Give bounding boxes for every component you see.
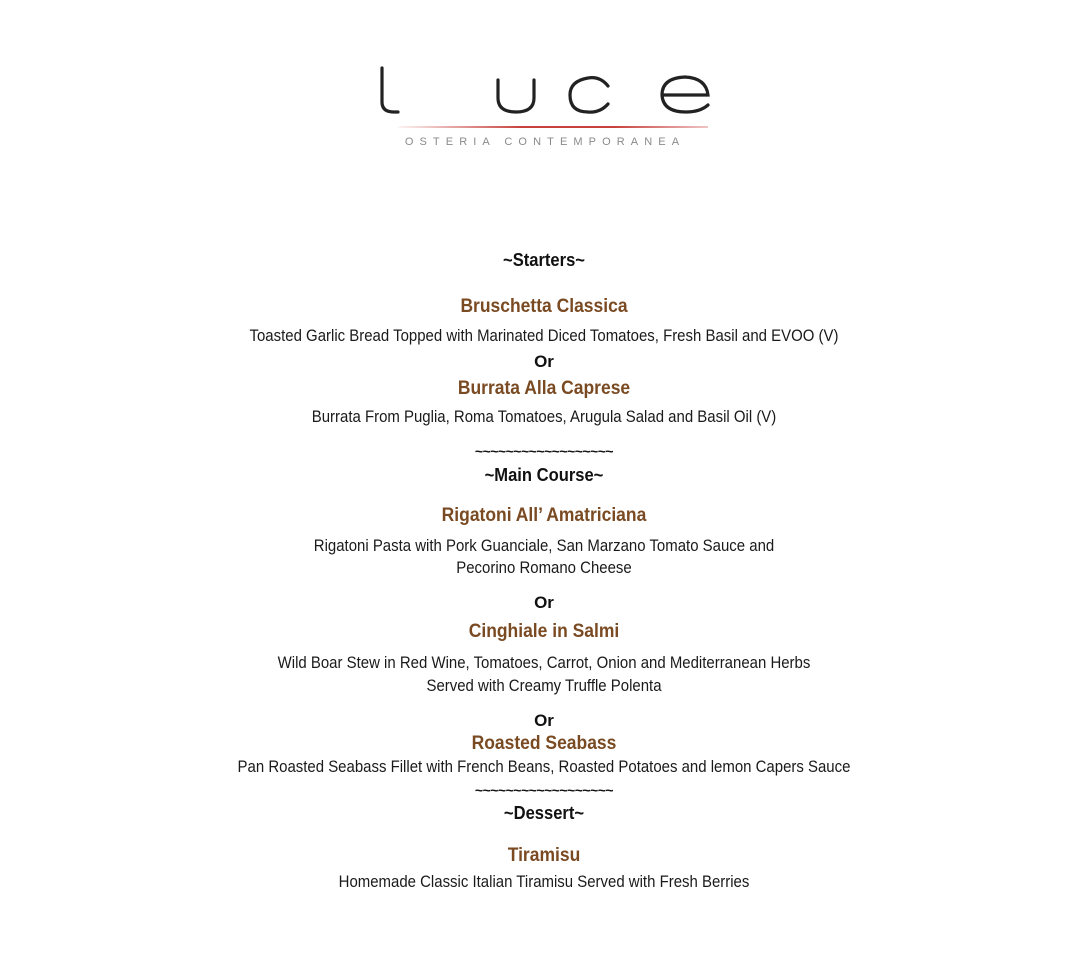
main-course-heading: ~Main Course~ [484, 465, 604, 485]
section-separator: ~~~~~~~~~~~~~~~~~~ [474, 782, 614, 798]
dish-name-tiramisu: Tiramisu [507, 845, 581, 866]
dish-description-burrata: Burrata From Puglia, Roma Tomatoes, Arugula Salad and Basil Oil (V) [311, 407, 777, 426]
dish-description-rigatoni-line1: Rigatoni Pasta with Pork Guanciale, San Marzano Tomato Sauce and [313, 536, 775, 555]
or-label: Or [534, 711, 554, 730]
dish-name-rigatoni: Rigatoni All’ Amatriciana [441, 505, 647, 526]
dish-description-bruschetta: Toasted Garlic Bread Topped with Marinated Diced Tomatoes, Fresh Basil and EVOO (V) [249, 326, 839, 345]
dish-name-cinghiale: Cinghiale in Salmi [468, 621, 620, 642]
dish-description-seabass: Pan Roasted Seabass Fillet with French Beans, Roasted Potatoes and lemon Capers Sauce [237, 757, 851, 776]
or-label: Or [534, 593, 554, 612]
logo-tagline: OSTERIA CONTEMPORANEA [404, 136, 686, 148]
logo-wordmark [378, 62, 712, 124]
dish-name-seabass: Roasted Seabass [471, 733, 617, 754]
section-separator: ~~~~~~~~~~~~~~~~~~ [474, 443, 614, 459]
dish-name-bruschetta: Bruschetta Classica [460, 296, 628, 317]
dish-description-cinghiale-line1: Wild Boar Stew in Red Wine, Tomatoes, Carrot, Onion and Mediterranean Herbs [277, 653, 811, 672]
starters-heading: ~Starters~ [503, 250, 585, 270]
dessert-heading: ~Dessert~ [503, 803, 585, 823]
dish-description-cinghiale-line2: Served with Creamy Truffle Polenta [426, 676, 662, 695]
or-label: Or [534, 352, 554, 371]
dish-description-rigatoni-line2: Pecorino Romano Cheese [456, 558, 632, 577]
logo-rule [398, 126, 708, 128]
dish-name-burrata: Burrata Alla Caprese [457, 378, 631, 399]
dish-description-tiramisu: Homemade Classic Italian Tiramisu Served with Fresh Berries [338, 872, 750, 891]
